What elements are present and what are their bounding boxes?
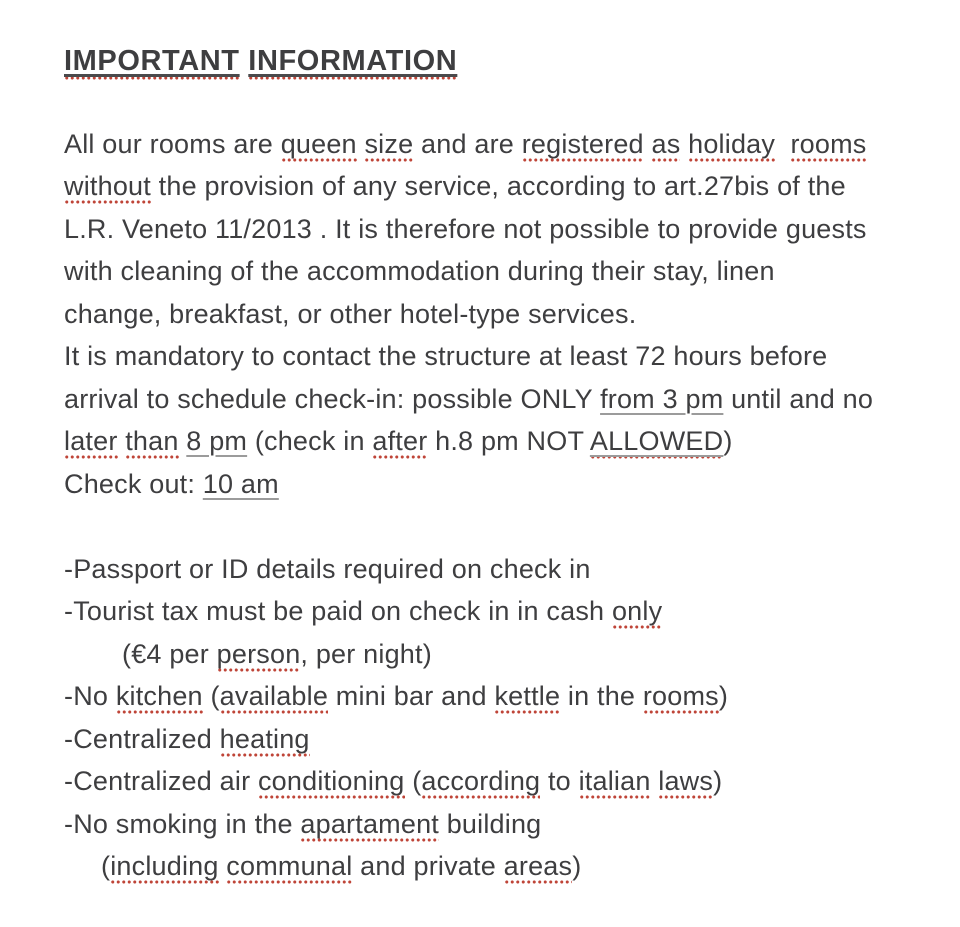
line-heating — [64, 718, 930, 761]
text-run: ) — [572, 851, 582, 881]
line-smoking-areas — [64, 845, 930, 888]
underlined-text: 10 am — [202, 468, 279, 499]
misspelled-word: communal — [226, 851, 352, 884]
misspelled-word: holiday — [688, 129, 775, 162]
misspelled-word: as — [651, 129, 680, 162]
misspelled-word: according — [421, 766, 540, 799]
line-rooms-registered — [64, 123, 930, 166]
text-run — [775, 129, 790, 159]
text-run: with cleaning of the accommodation during their stay, linen — [64, 256, 775, 286]
text-run: (check in — [247, 426, 373, 456]
text-run: until and no — [723, 383, 874, 414]
text-run: -Tourist tax must be paid on check in in cash — [64, 596, 612, 626]
misspelled-word: ALLOWED — [590, 426, 723, 459]
text-run: , per night) — [300, 638, 432, 669]
misspelled-word: queen — [281, 129, 357, 162]
misspelled-word: including — [110, 851, 218, 884]
text-run: -Passport or ID details required on check in — [64, 553, 591, 584]
misspelled-word: IMPORTANT — [64, 45, 240, 80]
text-run: ) — [713, 766, 723, 796]
text-run: ) — [723, 426, 733, 456]
text-run: arrival to schedule check-in: possible ONLY — [64, 383, 601, 414]
misspelled-word: kitchen — [116, 681, 203, 714]
text-run: h.8 pm NOT — [427, 426, 590, 456]
line-air-conditioning — [64, 760, 930, 803]
line-checkout — [64, 463, 930, 506]
text-run: ( — [101, 851, 111, 881]
misspelled-word: only — [612, 596, 662, 629]
misspelled-word: INFORMATION — [248, 45, 457, 80]
text-run: and are — [413, 128, 522, 159]
misspelled-word: person — [217, 639, 301, 672]
text-run: mini bar and — [328, 681, 495, 711]
misspelled-word: italian — [579, 766, 651, 799]
line-checkin-from — [64, 378, 930, 421]
text-run: ( — [202, 681, 220, 711]
misspelled-word: without — [64, 171, 151, 204]
misspelled-word: rooms — [643, 681, 719, 714]
text-run: the provision of any service, according to art.27bis of the — [150, 171, 846, 201]
text-run: Check out: — [64, 468, 203, 499]
text-run: in the — [560, 681, 643, 711]
misspelled-word: after — [372, 426, 427, 459]
misspelled-word: areas — [504, 851, 573, 884]
text-run: change, breakfast, or other hotel-type services. — [64, 298, 637, 329]
text-run: building — [439, 808, 542, 839]
line-no-smoking — [64, 803, 930, 846]
line-tourist-tax — [64, 590, 930, 633]
text-run: to — [540, 766, 579, 796]
text-run: It is mandatory to contact the structure at least 72 hours before — [64, 341, 828, 371]
misspelled-word: registered — [522, 129, 644, 162]
misspelled-word: size — [364, 129, 413, 162]
text-run: L.R. Veneto 11/2013 . It is therefore not possible to provide guests — [64, 213, 867, 244]
underlined-text: 8 pm — [186, 426, 248, 456]
text-run: All our rooms are — [64, 128, 281, 159]
misspelled-word: apartament — [300, 809, 439, 842]
blank-line — [64, 505, 930, 548]
misspelled-word: kettle — [494, 681, 560, 714]
text-run — [680, 129, 688, 159]
line-tax-amount — [64, 633, 930, 676]
misspelled-word: than — [125, 426, 178, 459]
misspelled-word: conditioning — [258, 766, 405, 799]
misspelled-word: later — [64, 426, 118, 459]
line-passport — [64, 548, 930, 591]
text-run: ) — [718, 681, 729, 711]
text-run: and private — [352, 851, 504, 881]
misspelled-word: heating — [220, 724, 310, 757]
text-run: -Centralized — [64, 723, 220, 754]
line-veneto-law — [64, 208, 930, 251]
text-run: -No — [64, 681, 116, 711]
text-run: -No smoking in the — [64, 808, 301, 839]
misspelled-word: rooms — [790, 129, 866, 162]
text-run: -Centralized air — [64, 766, 258, 796]
underlined-text: from 3 pm — [600, 383, 724, 414]
line-no-cleaning — [64, 250, 930, 293]
misspelled-word: available — [220, 681, 328, 714]
line-no-hotel-services — [64, 293, 930, 336]
text-run — [240, 45, 249, 77]
text-run: (€4 per — [122, 638, 217, 669]
line-contact-structure — [64, 335, 930, 378]
text-run: ( — [404, 766, 422, 796]
line-no-kitchen — [64, 675, 930, 718]
line-checkin-until — [64, 420, 930, 463]
line-without-service — [64, 165, 930, 208]
heading-important-information — [64, 40, 930, 83]
misspelled-word: laws — [658, 766, 713, 799]
